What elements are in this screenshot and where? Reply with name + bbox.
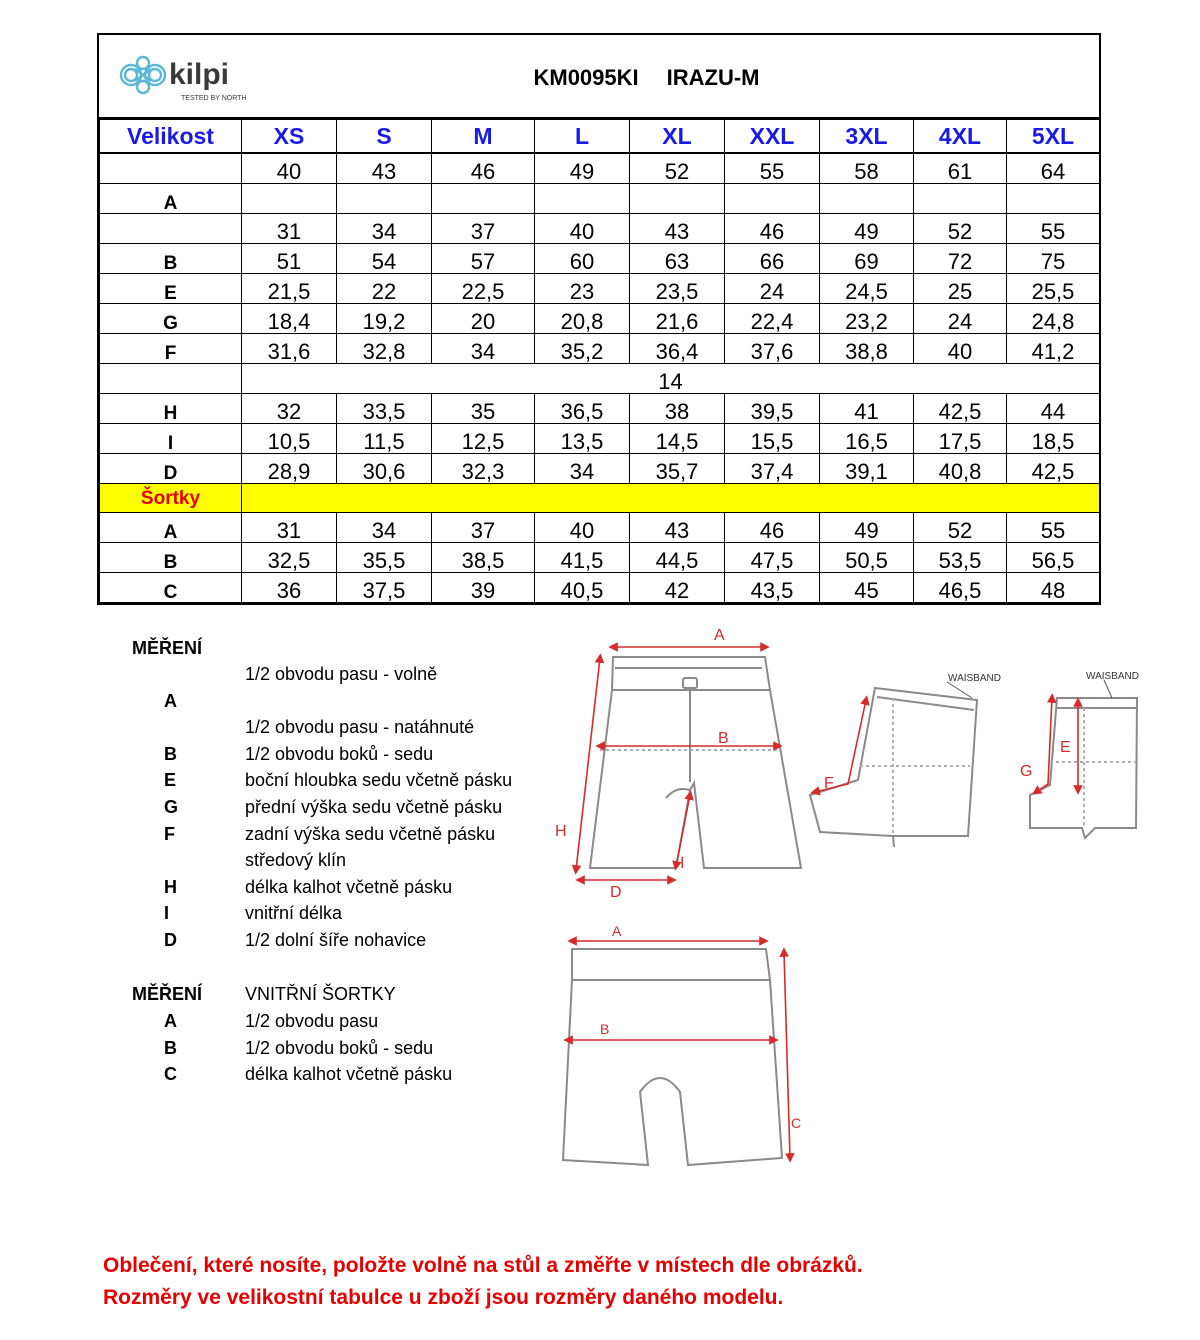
value-cell: 25 [914,274,1007,304]
value-cell: 22,4 [725,304,820,334]
value-cell: 28,9 [242,454,337,484]
value-cell: 43 [630,513,725,543]
value-cell: 42,5 [914,394,1007,424]
value-cell: 56,5 [1007,543,1100,573]
model-code: KM0095KI [533,65,639,90]
size-header-cell: L [535,120,630,154]
value-cell: 40 [914,334,1007,364]
value-cell: 38,5 [432,543,535,573]
value-cell: 32 [242,394,337,424]
value-cell: 41,5 [535,543,630,573]
value-cell: 18,4 [242,304,337,334]
size-header-cell: 4XL [914,120,1007,154]
value-cell: 24 [914,304,1007,334]
size-column-label: Velikost [100,120,242,154]
legend-item-letter: H [164,876,177,897]
value-cell: 43,5 [725,573,820,603]
value-cell: 46 [432,153,535,184]
size-header-cell: 5XL [1007,120,1100,154]
size-header-cell: XL [630,120,725,154]
value-cell: 23,5 [630,274,725,304]
label-inner-b: B [600,1021,610,1037]
value-cell: 22,5 [432,274,535,304]
value-cell: 40,5 [535,573,630,603]
legend-item-description: 1/2 obvodu pasu - natáhnuté [245,717,475,738]
legend-item-description: délka kalhot včetně pásku [245,876,453,897]
value-cell: 40 [535,214,630,244]
legend-heading-2: MĚŘENÍ [132,984,203,1004]
legend-item-letter: E [164,770,177,791]
value-cell: 20 [432,304,535,334]
value-cell: 35,5 [337,543,432,573]
label-e: E [1060,739,1071,756]
value-cell: 36 [242,573,337,603]
value-cell: 57 [432,244,535,274]
row-label: F [100,334,242,364]
value-cell: 30,6 [337,454,432,484]
value-cell: 44,5 [630,543,725,573]
label-f: F [824,775,834,792]
inner-legend-item-description: 1/2 obvodu boků - sedu [245,1037,434,1058]
value-cell: 37,5 [337,573,432,603]
inner-legend-item-letter: C [164,1064,177,1085]
row-label: B [100,543,242,573]
legend-item-description: 1/2 obvodu boků - sedu [245,743,434,764]
value-cell: 22 [337,274,432,304]
label-i: I [680,855,685,872]
legend-heading-2-text: VNITŘNÍ ŠORTKY [245,984,396,1004]
value-cell: 66 [725,244,820,274]
value-cell: 64 [1007,153,1100,184]
value-cell: 31 [242,214,337,244]
value-cell: 12,5 [432,424,535,454]
value-cell: 10,5 [242,424,337,454]
value-cell: 43 [337,153,432,184]
label-h: H [555,823,567,840]
value-cell: 39,1 [820,454,914,484]
legend-item-letter: A [164,690,177,711]
value-cell: 37 [432,513,535,543]
value-cell: 25,5 [1007,274,1100,304]
value-cell: 41 [820,394,914,424]
label-waistband-2: WAISBAND [1086,671,1139,682]
size-header-cell: XS [242,120,337,154]
value-cell: 69 [820,244,914,274]
value-cell: 23,2 [820,304,914,334]
value-cell: 34 [535,454,630,484]
row-label: D [100,454,242,484]
value-cell: 20,8 [535,304,630,334]
legend-heading-1: MĚŘENÍ [132,638,203,658]
brand-name: kilpi [169,58,230,91]
inner-legend-item-description: 1/2 obvodu pasu [245,1011,379,1031]
row-label: B [100,244,242,274]
value-cell: 61 [914,153,1007,184]
value-cell: 52 [630,153,725,184]
legend-item-letter: I [164,903,170,924]
value-cell: 37,4 [725,454,820,484]
value-cell: 23 [535,274,630,304]
value-cell: 37,6 [725,334,820,364]
legend-item-description: vnitřní délka [245,903,343,924]
label-b: B [718,730,729,747]
size-header-cell: M [432,120,535,154]
value-cell: 38,8 [820,334,914,364]
value-cell: 32,8 [337,334,432,364]
value-cell: 17,5 [914,424,1007,454]
shorts-label: Šortky [100,484,242,513]
value-cell: 58 [820,153,914,184]
value-cell: 34 [432,334,535,364]
value-cell: 41,2 [1007,334,1100,364]
value-cell: 46 [725,513,820,543]
value-cell: 13,5 [535,424,630,454]
value-cell: 72 [914,244,1007,274]
value-cell: 21,6 [630,304,725,334]
value-cell: 50,5 [820,543,914,573]
row-label: C [100,573,242,603]
model-name: IRAZU-M [666,65,760,90]
legend-item-letter: F [164,823,175,844]
label-g: G [1020,763,1033,780]
label-d: D [610,884,622,901]
value-cell: 53,5 [914,543,1007,573]
inner-legend-item-description: délka kalhot včetně pásku [245,1064,453,1085]
legend-item-description: 1/2 dolní šíře nohavice [245,930,427,950]
instruction-line-2: Rozměry ve velikostní tabulce u zboží jsou rozměry daného modelu. [103,1286,784,1309]
value-cell: 36,5 [535,394,630,424]
value-cell: 40,8 [914,454,1007,484]
value-cell: 60 [535,244,630,274]
value-cell: 46,5 [914,573,1007,603]
value-cell: 31,6 [242,334,337,364]
value-cell: 63 [630,244,725,274]
value-cell: 18,5 [1007,424,1100,454]
label-inner-a: A [612,923,622,939]
value-cell: 14,5 [630,424,725,454]
value-cell: 38 [630,394,725,424]
legend-item-description: zadní výška sedu včetně pásku [245,823,496,844]
value-cell: 37 [432,214,535,244]
value-cell: 44 [1007,394,1100,424]
value-cell: 47,5 [725,543,820,573]
value-cell: 52 [914,214,1007,244]
legend-item-description: přední výška sedu včetně pásku [245,797,503,817]
shorts-measure-lines [576,647,778,880]
value-cell: 32,5 [242,543,337,573]
value-cell: 34 [337,214,432,244]
legend-item-letter: D [164,930,177,950]
value-cell: 21,5 [242,274,337,304]
value-cell: 35,7 [630,454,725,484]
value-cell: 54 [337,244,432,274]
value-cell: 36,4 [630,334,725,364]
value-cell: 33,5 [337,394,432,424]
instruction-line-1: Oblečení, které nosíte, položte volně na stůl a změřte v místech dle obrázků. [103,1254,863,1277]
legend-item-description: boční hloubka sedu včetně pásku [245,770,513,791]
value-cell: 16,5 [820,424,914,454]
size-header-cell: XXL [725,120,820,154]
shorts-drawing [590,657,801,868]
inner-legend-item-letter: A [164,1011,177,1031]
value-cell: 35,2 [535,334,630,364]
value-cell: 75 [1007,244,1100,274]
legend-item-description: středový klín [245,850,347,871]
value-cell: 55 [1007,513,1100,543]
side-view-back [1030,680,1137,838]
value-cell: 49 [535,153,630,184]
value-cell: 51 [242,244,337,274]
value-cell: 40 [535,513,630,543]
brand-tagline: TESTED BY NORTH [181,95,247,102]
size-header-cell: S [337,120,432,154]
size-header-cell: 3XL [820,120,914,154]
value-cell: 49 [820,214,914,244]
label-a: A [714,627,725,644]
row-label: A [100,513,242,543]
value-cell: 46 [725,214,820,244]
value-cell: 49 [820,513,914,543]
value-cell: 52 [914,513,1007,543]
legend-item-letter: B [164,743,177,764]
value-cell: 42,5 [1007,454,1100,484]
measuring-instructions [103,1250,863,1314]
value-cell: 24,8 [1007,304,1100,334]
row-label: H [100,394,242,424]
row-label: G [100,304,242,334]
label-waistband-1: WAISBAND [948,673,1001,684]
value-cell: 34 [337,513,432,543]
value-cell: 35 [432,394,535,424]
value-cell: 24 [725,274,820,304]
value-cell: 55 [1007,214,1100,244]
value-cell: 42 [630,573,725,603]
label-c: C [791,1115,802,1131]
value-cell: 24,5 [820,274,914,304]
value-cell: 32,3 [432,454,535,484]
value-cell: 45 [820,573,914,603]
value-cell: 39 [432,573,535,603]
value-cell: 39,5 [725,394,820,424]
legend-item-description: 1/2 obvodu pasu - volně [245,664,438,684]
row-label: I [100,424,242,454]
value-cell: 55 [725,153,820,184]
value-cell: 48 [1007,573,1100,603]
value-cell: 40 [242,153,337,184]
value-cell: 19,2 [337,304,432,334]
inner-legend-item-letter: B [164,1037,177,1058]
inner-shorts-drawing [563,949,782,1165]
value-cell: 31 [242,513,337,543]
value-cell: 43 [630,214,725,244]
gusset-value: 14 [242,364,1100,394]
row-label: E [100,274,242,304]
value-cell: 15,5 [725,424,820,454]
legend-item-letter: G [164,797,179,817]
value-cell: 11,5 [337,424,432,454]
row-label: A [100,184,242,214]
side-view-front [810,682,977,847]
